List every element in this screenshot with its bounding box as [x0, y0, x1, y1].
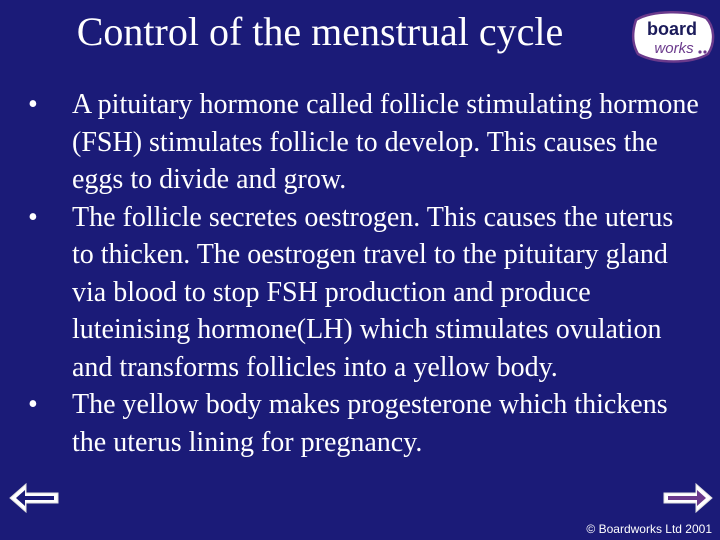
bullet-text: A pituitary hormone called follicle stimulating hormone (FSH) stimulates follicle to develop. This causes the eggs to divide and grow.	[72, 89, 699, 195]
slide-title: Control of the menstrual cycle	[76, 9, 564, 54]
logo-text-works: works	[654, 40, 694, 57]
bullet-item	[20, 86, 700, 199]
bullet-marker: •	[28, 89, 38, 120]
right-arrow-icon[interactable]	[660, 478, 716, 518]
bullet-text: The follicle secretes oestrogen. This causes the uterus to thicken. The oestrogen travel to the pituitary gland via blood to stop FSH production and produce luteinising hormone(LH) which stimulates ovulation and transforms follicles into a yellow body.	[72, 201, 674, 383]
boardworks-logo	[628, 10, 716, 64]
bullet-marker: •	[28, 201, 38, 233]
logo-text-board: board	[646, 19, 698, 39]
bullet-list	[20, 86, 700, 461]
copyright-text: © Boardworks Ltd 2001	[586, 522, 712, 536]
left-arrow-icon[interactable]	[6, 478, 62, 518]
bullet-marker: •	[28, 389, 38, 420]
bullet-text: The yellow body makes progesterone which thickens the uterus lining for pregnancy.	[72, 389, 668, 458]
bullet-item	[20, 199, 700, 387]
bullet-item	[20, 386, 700, 461]
